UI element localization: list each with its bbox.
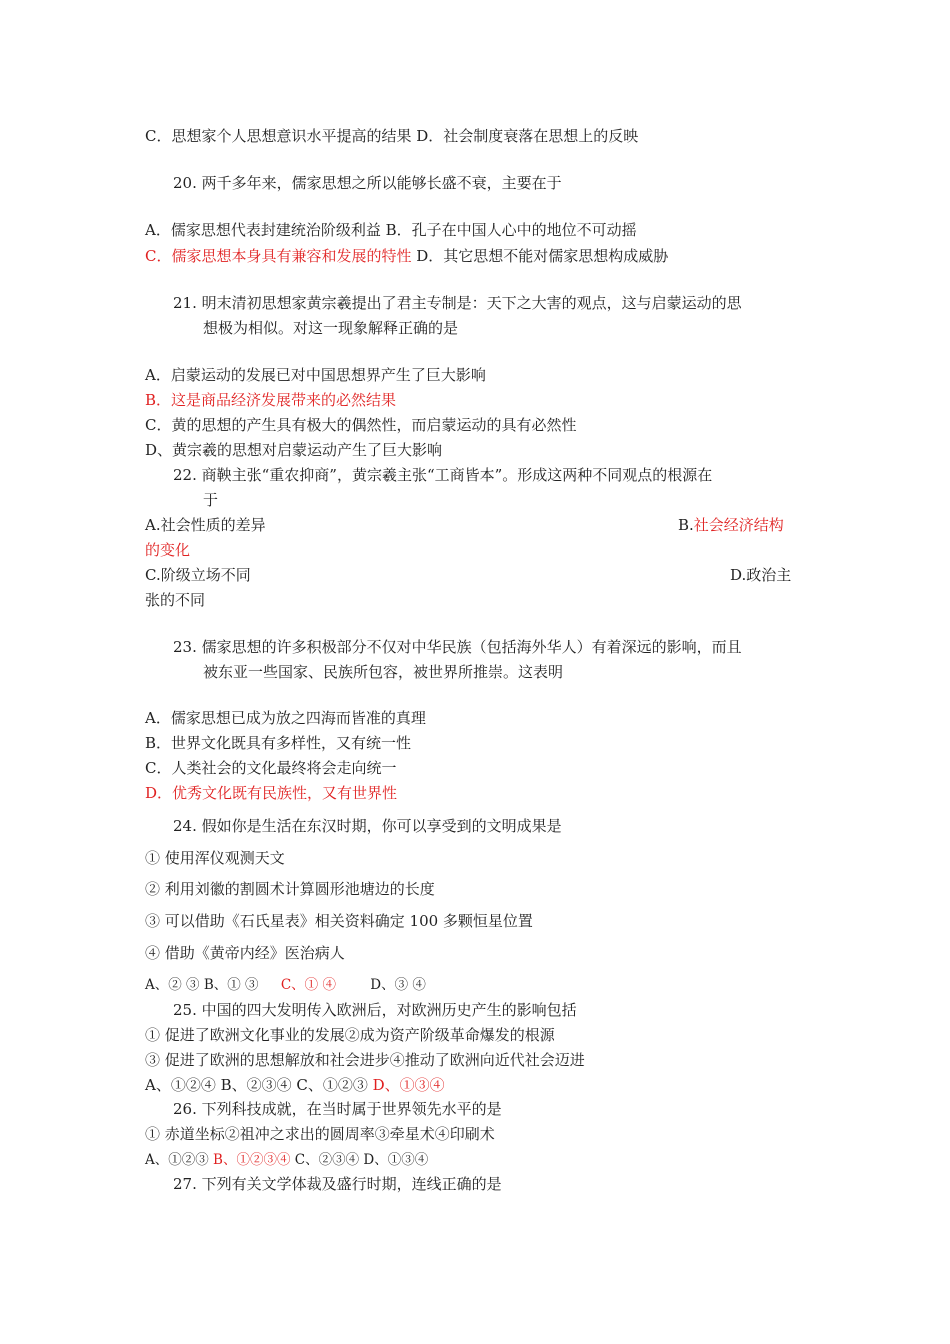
- q24-option-d: D、③ ④: [370, 977, 426, 993]
- q23-option-b: B．世界文化既具有多样性，又有统一性: [145, 734, 412, 752]
- q27-stem: 27. 下列有关文学体裁及盛行时期，连线正确的是: [173, 1175, 502, 1193]
- q22-option-a: A.社会性质的差异: [145, 516, 266, 534]
- q25-options-abc: A、①②④ B、②③④ C、①②③: [145, 1076, 373, 1094]
- q21-answer-b: B．这是商品经济发展带来的必然结果: [145, 391, 397, 409]
- q19-options-cd: C．思想家个人思想意识水平提高的结果 D．社会制度衰落在思想上的反映: [145, 127, 639, 145]
- q24-stem: 24. 假如你是生活在东汉时期，你可以享受到的文明成果是: [173, 817, 562, 835]
- q22-option-c: C.阶级立场不同: [145, 566, 251, 584]
- q24-options: [145, 975, 426, 995]
- q26-options-cd: C、②③④ D、①③④: [290, 1152, 429, 1168]
- q25-item-1: ① 促进了欧洲文化事业的发展②成为资产阶级革命爆发的根源: [145, 1026, 555, 1044]
- q24-options-ab: A、② ③ B、① ③: [145, 977, 259, 993]
- q24-item-1: ① 使用浑仪观测天文: [145, 849, 285, 867]
- q20-options-cd: [145, 246, 668, 266]
- q21-stem-line2: 想极为相似。对这一现象解释正确的是: [203, 319, 459, 337]
- q23-option-a: A．儒家思想已成为放之四海而皆准的真理: [145, 709, 426, 727]
- q25-answer-d: D、①③④: [372, 1076, 445, 1094]
- q24-item-3: ③ 可以借助《石氏星表》相关资料确定 100 多颗恒星位置: [145, 912, 533, 930]
- q22-option-d: D.政治主: [730, 566, 792, 584]
- q21-option-c: C．黄的思想的产生具有极大的偶然性，而启蒙运动的具有必然性: [145, 416, 577, 434]
- q22-answer-b-letter: B.: [678, 516, 694, 534]
- q20-options-ab: A．儒家思想代表封建统治阶级利益 B．孔子在中国人心中的地位不可动摇: [145, 221, 637, 239]
- q21-option-d: D、黄宗羲的思想对启蒙运动产生了巨大影响: [145, 441, 443, 459]
- q23-answer-d: D．优秀文化既有民族性，又有世界性: [145, 784, 398, 802]
- q26-stem: 26. 下列科技成就，在当时属于世界领先水平的是: [173, 1100, 502, 1118]
- q25-options: [145, 1075, 445, 1095]
- q20-answer-c: C．儒家思想本身具有兼容和发展的特性: [145, 247, 412, 265]
- q20-stem: 20. 两千多年来，儒家思想之所以能够长盛不衰，主要在于: [173, 174, 562, 192]
- q22-option-d-wrap: 张的不同: [145, 591, 206, 609]
- q22-answer-b: [678, 515, 784, 535]
- q22-stem-line1: 22. 商鞅主张“重农抑商”，黄宗羲主张“工商皆本”。形成这两种不同观点的根源在: [173, 466, 713, 484]
- q21-stem-line1: 21. 明末清初思想家黄宗羲提出了君主专制是：天下之大害的观点，这与启蒙运动的思: [173, 294, 742, 312]
- q21-option-a: A．启蒙运动的发展已对中国思想界产生了巨大影响: [145, 366, 486, 384]
- q22-stem-line2: 于: [203, 491, 219, 509]
- q23-option-c: C．人类社会的文化最终将会走向统一: [145, 759, 397, 777]
- q26-answer-b: B、①②③④: [213, 1152, 291, 1168]
- q24-answer-c: C、① ④: [280, 977, 336, 993]
- q23-stem-line2: 被东亚一些国家、民族所包容，被世界所推崇。这表明: [203, 663, 564, 681]
- q24-item-4: ④ 借助《黄帝内经》医治病人: [145, 944, 345, 962]
- q25-stem: 25. 中国的四大发明传入欧洲后，对欧洲历史产生的影响包括: [173, 1001, 577, 1019]
- q26-options: [145, 1150, 428, 1170]
- q20-option-d: D．其它思想不能对儒家思想构成威胁: [411, 247, 669, 265]
- q22-answer-b-wrap: 的变化: [145, 541, 191, 559]
- q22-answer-b-text: 社会经济结构: [693, 516, 784, 534]
- q26-option-a: A、①②③: [145, 1152, 214, 1168]
- q25-item-2: ③ 促进了欧洲的思想解放和社会进步④推动了欧洲向近代社会迈进: [145, 1051, 585, 1069]
- q26-items: ① 赤道坐标②祖冲之求出的圆周率③牵星术④印刷术: [145, 1125, 495, 1143]
- q23-stem-line1: 23. 儒家思想的许多积极部分不仅对中华民族（包括海外华人）有着深远的影响，而且: [173, 638, 742, 656]
- q24-item-2: ② 利用刘徽的割圆术计算圆形池塘边的长度: [145, 880, 435, 898]
